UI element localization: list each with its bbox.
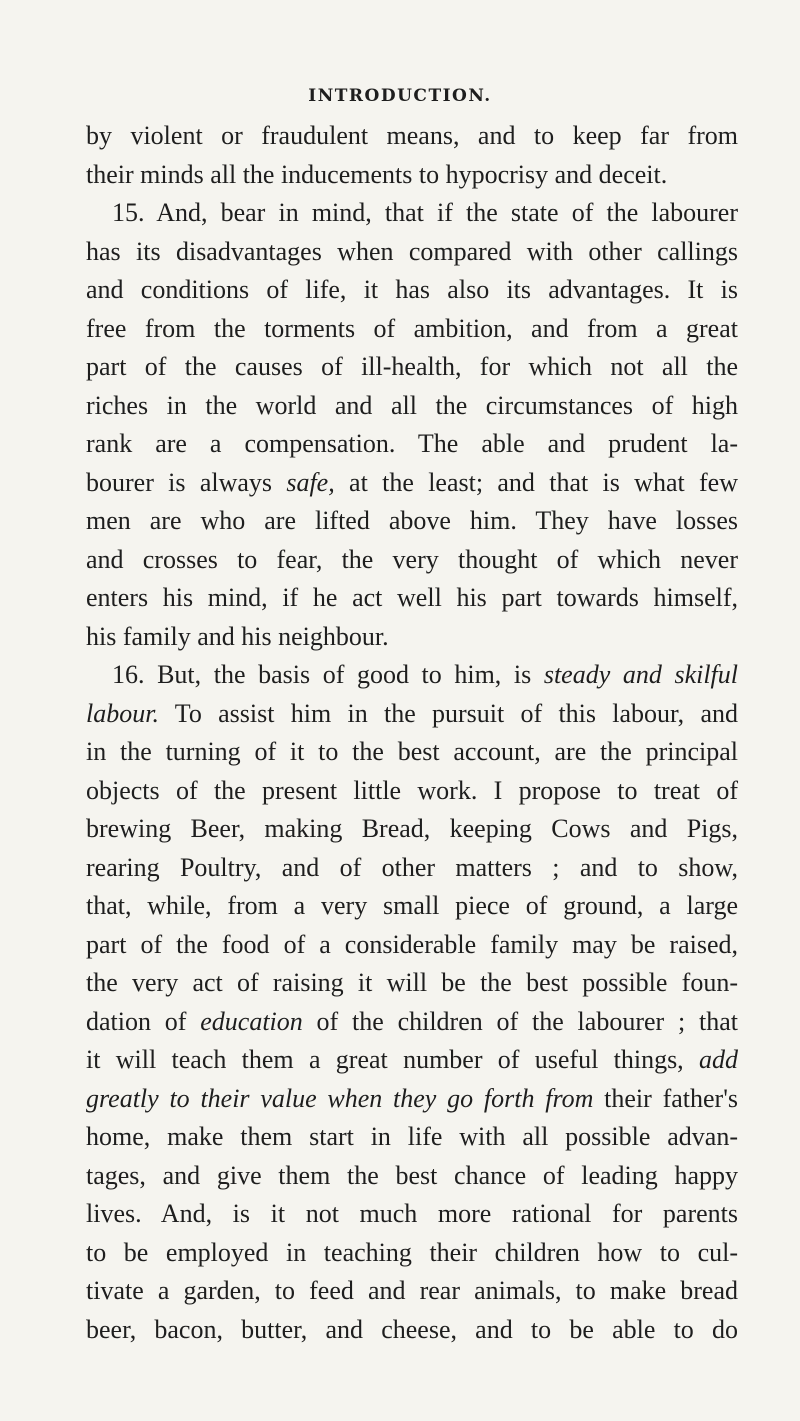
text-segment: brewing Beer, making Bread, keeping Cows and Pigs, (86, 814, 738, 843)
text-line (86, 1234, 738, 1273)
text-segment: 16. But, the basis of good to him, is (112, 660, 544, 689)
text-line (86, 310, 738, 349)
text-segment: their minds all the inducements to hypocrisy and deceit. (86, 159, 668, 189)
italic-text: labour. (86, 698, 159, 728)
text-line (86, 695, 738, 734)
text-segment: free from the torments of ambition, and from a great (86, 313, 738, 343)
text-segment: riches in the world and all the circumstances of high (86, 390, 738, 420)
text-line (86, 964, 738, 1003)
text-segment: lives. And, is it not much more rational for parents (86, 1199, 738, 1228)
text-segment: part of the causes of ill-health, for which not all the (86, 352, 738, 381)
text-line (86, 1080, 738, 1119)
text-segment: home, make them start in life with all possible advan- (86, 1122, 738, 1151)
text-segment: has its disadvantages when compared with other callings (86, 236, 738, 266)
text-segment: men are who are lifted above him. They have losses (86, 506, 738, 535)
italic-text: safe, (286, 467, 335, 497)
text-line (86, 1311, 738, 1350)
text-line (86, 733, 738, 772)
text-segment: and crosses to fear, the very thought of which never (86, 544, 738, 574)
text-segment: of the children of the labourer ; that (302, 1006, 738, 1036)
text-line (86, 117, 738, 156)
italic-text: steady and skilful (543, 660, 739, 689)
text-segment: objects of the present little work. I propose to treat of (86, 775, 738, 805)
text-line (86, 387, 738, 426)
text-line (86, 926, 738, 965)
text-line (86, 887, 738, 926)
italic-text: add (699, 1045, 738, 1074)
text-line (86, 464, 738, 503)
text-segment: tivate a garden, to feed and rear animals, to make bread (86, 1276, 738, 1305)
text-line (86, 772, 738, 811)
text-line (86, 656, 738, 695)
text-segment: 15. And, bear in mind, that if the state of the labourer (112, 198, 738, 227)
text-line (86, 233, 738, 272)
text-segment: by violent or fraudulent means, and to keep far from (86, 121, 738, 150)
text-segment: it will teach them a great number of useful things, (86, 1045, 699, 1074)
text-segment: to be employed in teaching their children how to cul- (86, 1237, 738, 1267)
text-line (86, 810, 738, 849)
text-line (86, 1157, 738, 1196)
text-line (86, 156, 738, 195)
text-line (86, 849, 738, 888)
text-line (86, 348, 738, 387)
italic-text: greatly to their value when they go forth from (86, 1083, 594, 1113)
text-line (86, 502, 738, 541)
text-segment: in the turning of it to the best account, are the principal (86, 737, 738, 766)
body-text (86, 117, 738, 1349)
text-line (86, 1195, 738, 1234)
text-line (86, 541, 738, 580)
text-line (86, 618, 738, 657)
text-segment: To assist him in the pursuit of this labour, and (158, 698, 738, 728)
text-segment: tages, and give them the best chance of leading happy (86, 1160, 738, 1190)
text-segment: the very act of raising it will be the best possible foun- (86, 968, 738, 997)
text-segment: dation of (86, 1006, 201, 1036)
text-segment: his family and his neighbour. (86, 621, 389, 651)
text-segment: that, while, from a very small piece of ground, a large (86, 891, 738, 920)
text-segment: beer, bacon, butter, and cheese, and to be able to do (86, 1314, 738, 1344)
text-segment: part of the food of a considerable family may be raised, (86, 929, 738, 959)
text-segment: and conditions of life, it has also its advantages. It is (86, 275, 738, 304)
text-segment: rank are a compensation. The able and prudent la- (86, 429, 738, 458)
text-line (86, 425, 738, 464)
text-segment: bourer is always (86, 467, 287, 497)
text-line (86, 1118, 738, 1157)
running-header: INTRODUCTION. (308, 86, 492, 106)
text-line (86, 271, 738, 310)
text-segment: at the least; and that is what few (334, 467, 739, 497)
text-line (86, 194, 738, 233)
text-segment: enters his mind, if he act well his part towards himself, (86, 583, 738, 612)
text-line (86, 1041, 738, 1080)
text-line (86, 579, 738, 618)
text-line (86, 1003, 738, 1042)
italic-text: education (200, 1006, 303, 1036)
text-segment: rearing Poultry, and of other matters ; and to show, (86, 852, 738, 882)
text-line (86, 1272, 738, 1311)
text-segment: their father's (593, 1083, 738, 1113)
